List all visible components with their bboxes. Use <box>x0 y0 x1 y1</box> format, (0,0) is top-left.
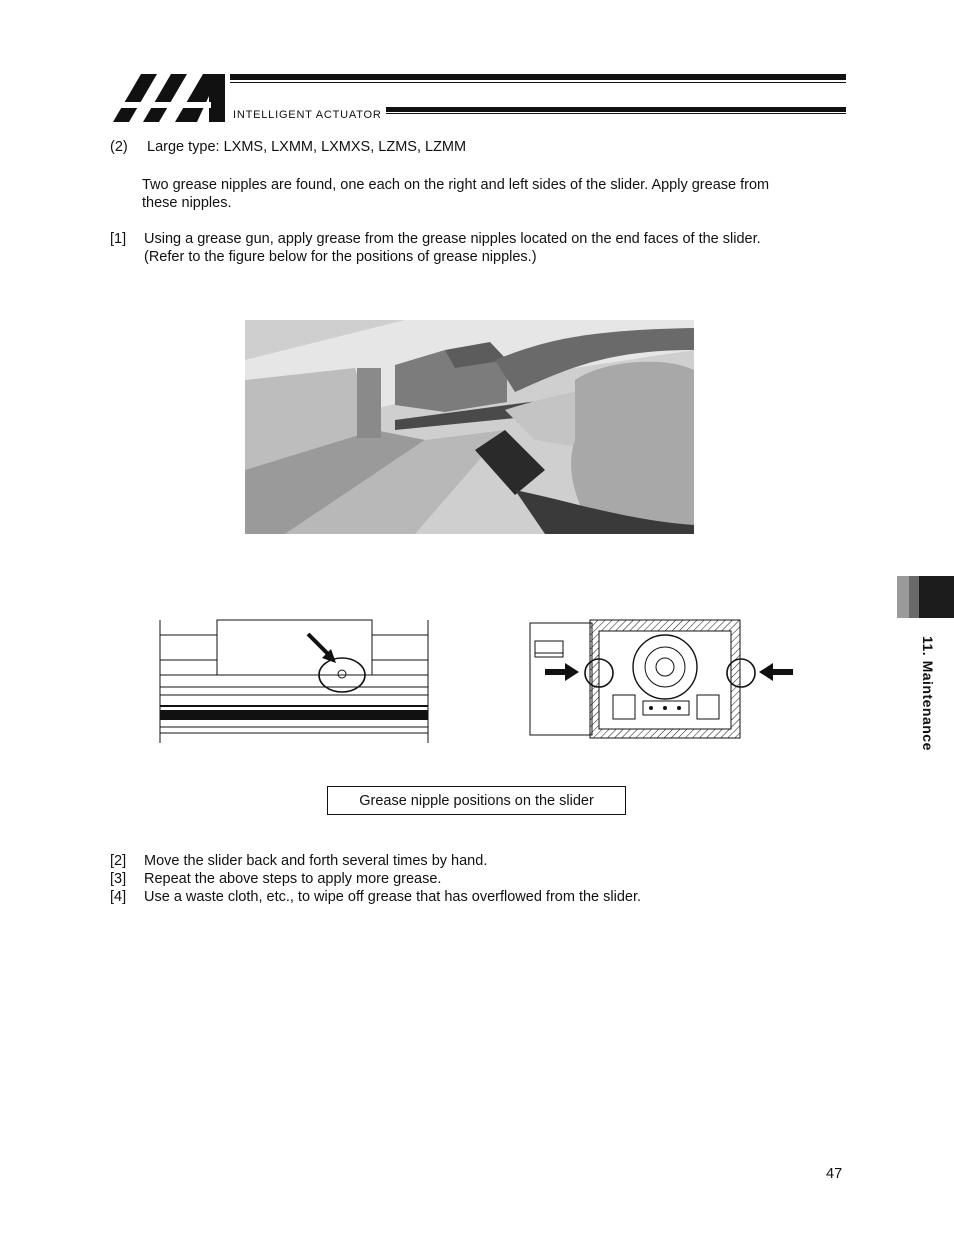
header-rule-bottom-thin <box>386 113 846 114</box>
iai-logo <box>113 72 233 124</box>
step-number: [4] <box>110 889 127 905</box>
header-rule-top-thin <box>230 82 846 83</box>
section-label: 11. Maintenance <box>920 636 936 751</box>
heading-text: Large type: LXMS, LXMM, LXMXS, LZMS, LZMM <box>147 139 467 155</box>
step-number: [2] <box>110 853 127 869</box>
step-text-continued: (Refer to the figure below for the positions of grease nipples.) <box>144 249 537 265</box>
step-text: Repeat the above steps to apply more grease. <box>144 871 442 887</box>
step-number: [3] <box>110 871 127 887</box>
grease-gun-photo <box>245 320 694 534</box>
page-number: 47 <box>826 1166 843 1182</box>
slider-side-view-diagram <box>150 615 440 745</box>
brand-text: INTELLIGENT ACTUATOR <box>233 109 382 121</box>
heading-number: (2) <box>110 139 128 155</box>
intro-line-2: these nipples. <box>142 195 232 211</box>
step-text: Using a grease gun, apply grease from the grease nipples located on the end faces of the slider. <box>144 231 761 247</box>
figure-caption: Grease nipple positions on the slider <box>327 786 626 815</box>
section-tab-mid <box>909 576 919 618</box>
slider-end-view-diagram <box>525 615 800 740</box>
header-rule-bottom <box>386 107 846 112</box>
intro-line-1: Two grease nipples are found, one each on the right and left sides of the slider. Apply grease from <box>142 177 770 193</box>
section-tab-dark <box>919 576 954 618</box>
step-text: Use a waste cloth, etc., to wipe off grease that has overflowed from the slider. <box>144 889 642 905</box>
header-rule-top <box>230 74 846 80</box>
step-number: [1] <box>110 231 127 247</box>
step-text: Move the slider back and forth several times by hand. <box>144 853 488 869</box>
